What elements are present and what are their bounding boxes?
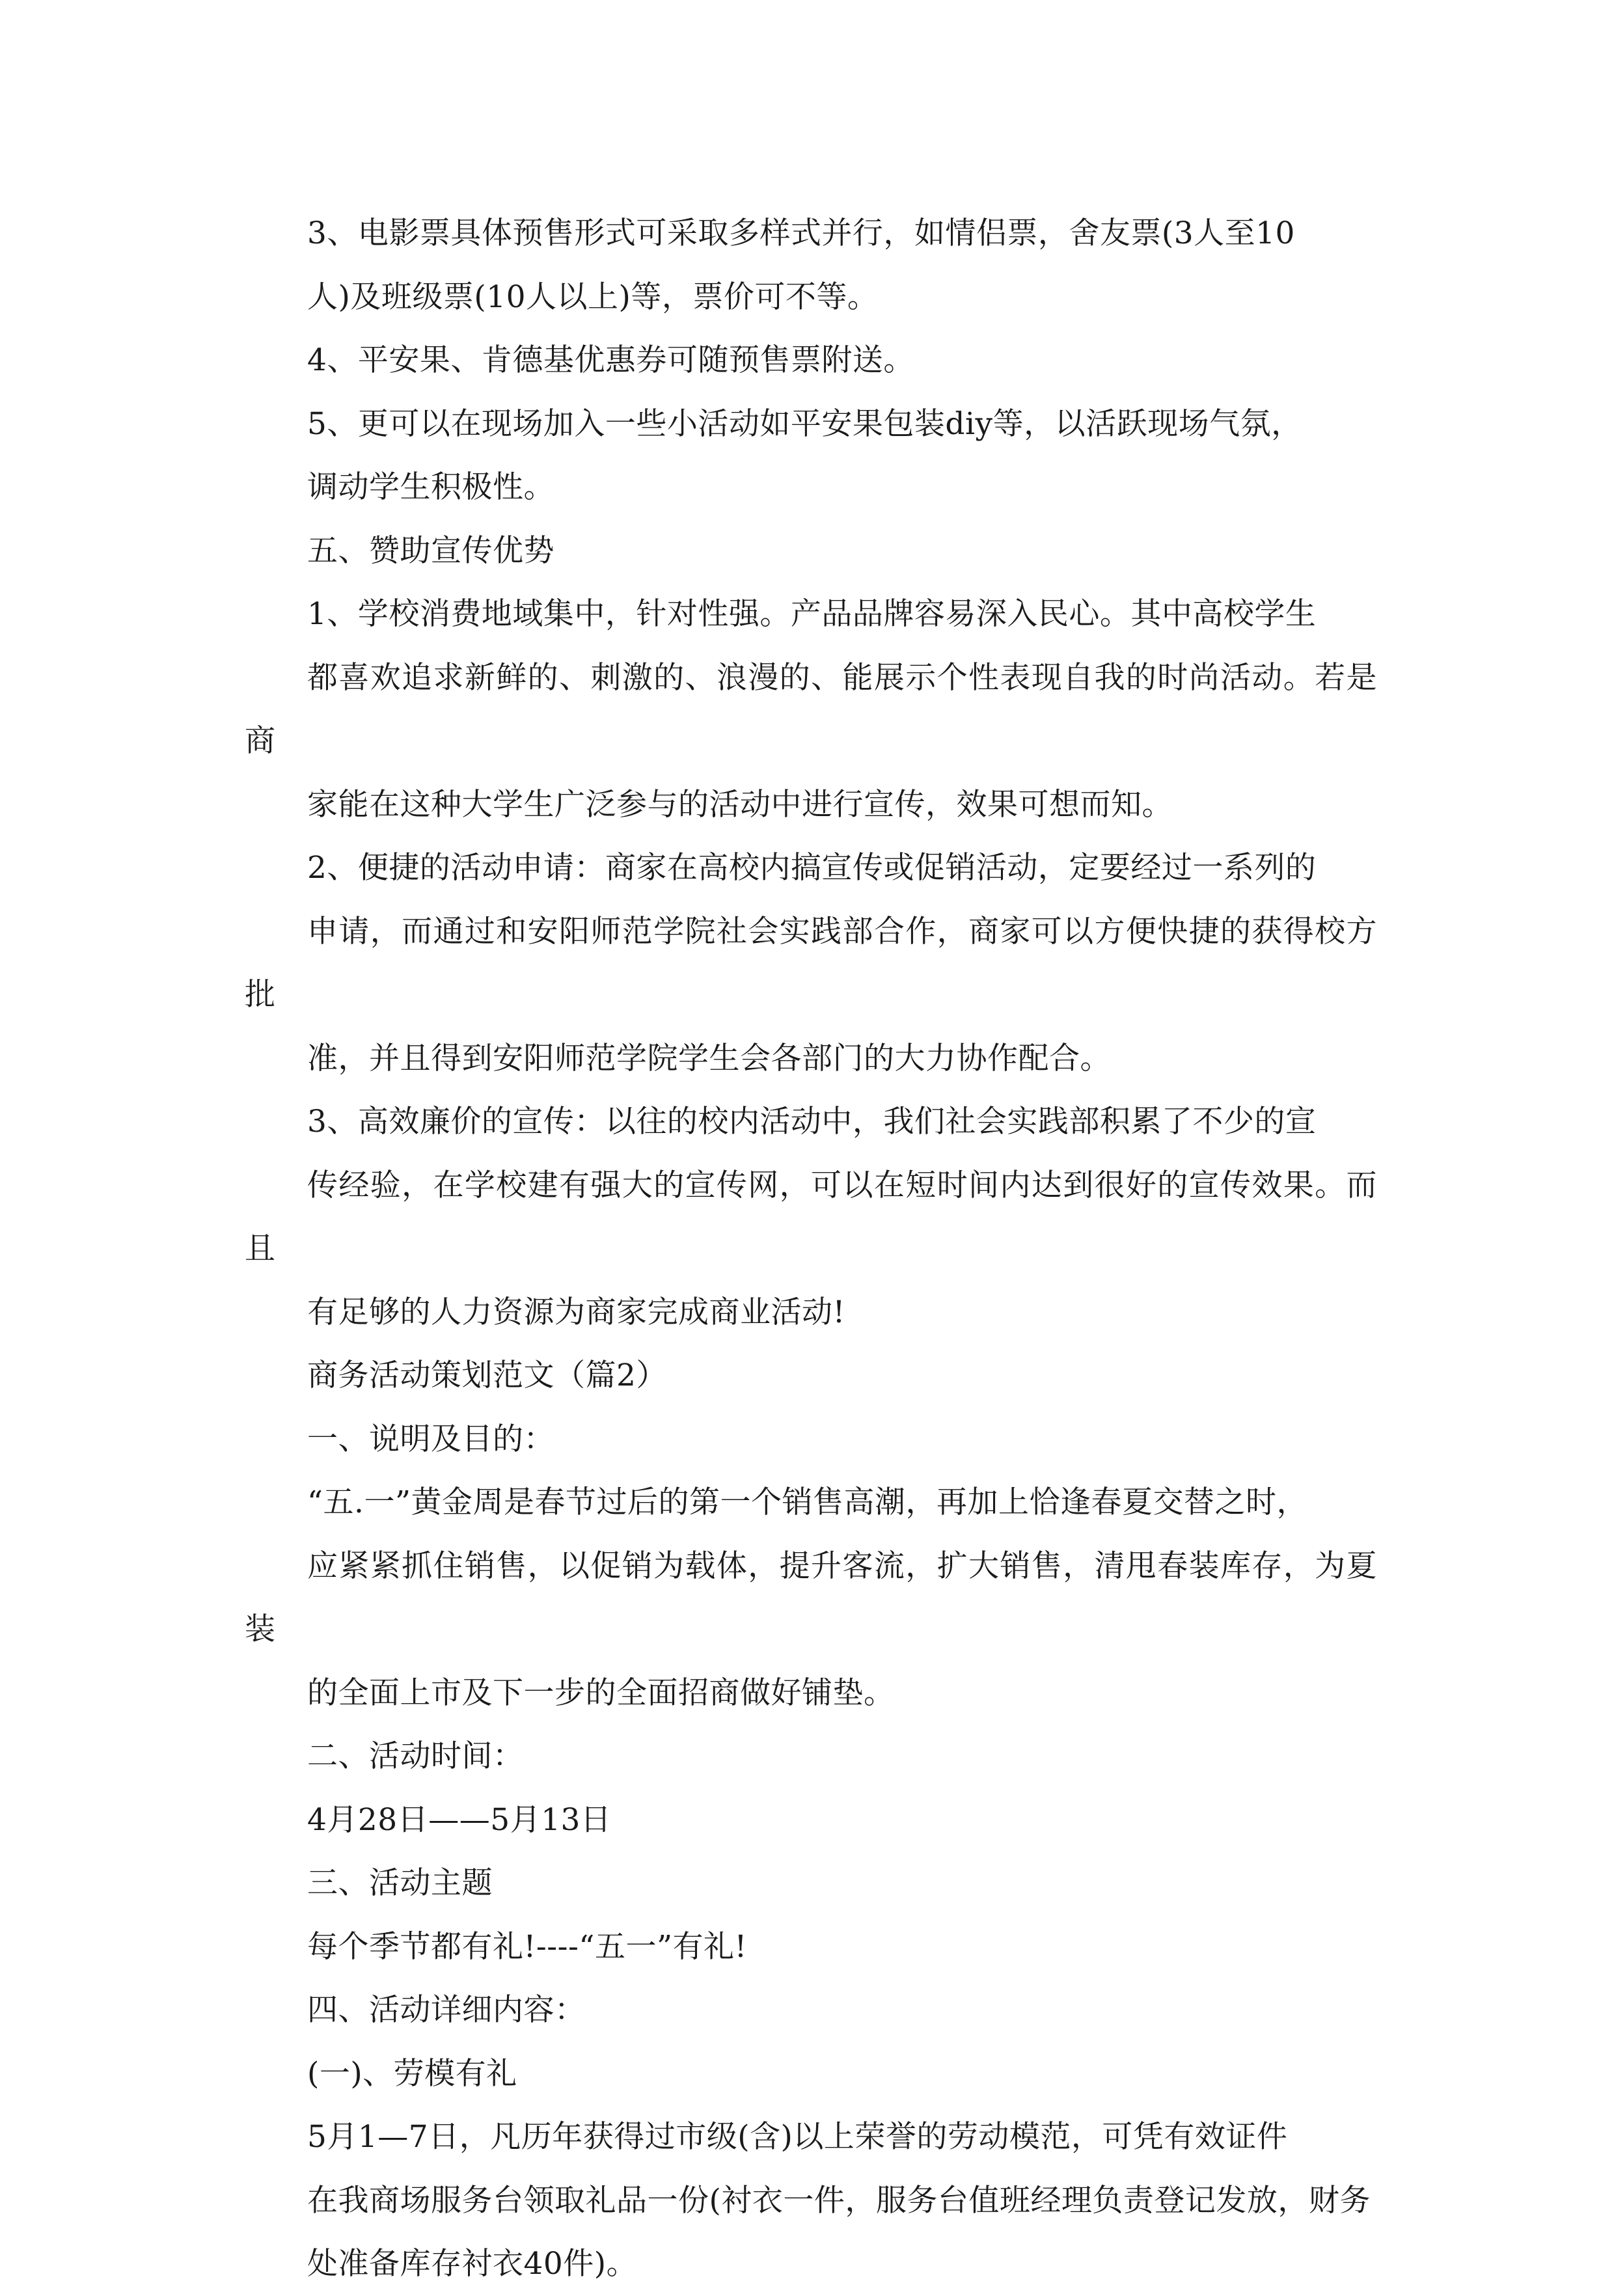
article-title-part-2 [245, 1344, 1377, 1408]
text-line: 在我商场服务台领取礼品一份(衬衣一件，服务台值班经理负责登记发放，财务 [307, 2182, 1371, 2219]
text-line: 1、学校消费地域集中，针对性强。产品品牌容易深入民心。其中高校学生 [307, 596, 1317, 632]
text-line: 应紧紧抓住销售，以促销为载体，提升客流，扩大销售，清甩春装库存，为夏装 [245, 1548, 1377, 1647]
text-line: “五.一”黄金周是春节过后的第一个销售高潮，再加上恰逢春夏交替之时， [307, 1484, 1307, 1520]
document-body [245, 202, 1377, 2296]
paragraph-purpose [245, 1471, 1377, 1725]
section-heading-activity-details [245, 1978, 1377, 2042]
text-line: 4、平安果、肯德基优惠券可随预售票附送。 [307, 342, 914, 378]
section-heading-activity-time [245, 1725, 1377, 1788]
text-line: 的全面上市及下一步的全面招商做好铺垫。 [307, 1674, 895, 1711]
paragraph-activity-theme [245, 1915, 1377, 1979]
subheading-model-worker-gift [245, 2042, 1377, 2106]
paragraph-activity-dates [245, 1788, 1377, 1852]
text-line: 每个季节都有礼!----“五一”有礼! [307, 1928, 747, 1965]
section-heading-sponsorship-advantages [245, 519, 1377, 583]
text-line: 家能在这种大学生广泛参与的活动中进行宣传，效果可想而知。 [307, 786, 1173, 823]
paragraph-advantage-2 [245, 836, 1377, 1090]
text-line: 处准备库存衬衣40件)。 [307, 2246, 638, 2282]
text-line: 2、便捷的活动申请：商家在高校内搞宣传或促销活动，定要经过一系列的 [307, 850, 1317, 886]
paragraph-model-worker-gift [245, 2105, 1377, 2296]
text-line: 4月28日——5月13日 [307, 1801, 612, 1838]
heading-text: 四、活动详细内容： [307, 1992, 586, 2028]
paragraph-advantage-3 [245, 1090, 1377, 1344]
heading-text: 三、活动主题 [307, 1865, 493, 1901]
heading-text: (一)、劳模有礼 [307, 2055, 517, 2092]
text-line: 人)及班级票(10人以上)等，票价可不等。 [307, 279, 879, 315]
text-line: 都喜欢追求新鲜的、刺激的、浪漫的、能展示个性表现自我的时尚活动。若是商 [245, 659, 1377, 759]
paragraph-ticket-presale-formats [245, 202, 1377, 329]
title-text: 商务活动策划范文（篇2） [307, 1358, 667, 1393]
paragraph-onsite-activities [245, 392, 1377, 519]
section-heading-activity-theme [245, 1852, 1377, 1915]
paragraph-advantage-1 [245, 582, 1377, 836]
heading-text: 二、活动时间： [307, 1738, 524, 1774]
heading-text: 一、说明及目的： [307, 1421, 554, 1457]
text-line: 有足够的人力资源为商家完成商业活动! [307, 1294, 845, 1330]
text-line: 5、更可以在现场加入一些小活动如平安果包装diy等，以活跃现场气氛， [307, 405, 1302, 442]
text-line: 调动学生积极性。 [307, 469, 554, 505]
text-line: 申请，而通过和安阳师范学院社会实践部合作，商家可以方便快捷的获得校方批 [245, 913, 1377, 1013]
text-line: 准，并且得到安阳师范学院学生会各部门的大力协作配合。 [307, 1040, 1111, 1076]
paragraph-coupon-bundle [245, 329, 1377, 392]
section-heading-purpose [245, 1408, 1377, 1471]
text-line: 3、高效廉价的宣传：以往的校内活动中，我们社会实践部积累了不少的宣 [307, 1104, 1317, 1140]
text-line: 5月1—7日，凡历年获得过市级(含)以上荣誉的劳动模范，可凭有效证件 [307, 2119, 1288, 2155]
text-line: 传经验，在学校建有强大的宣传网，可以在短时间内达到很好的宣传效果。而且 [245, 1167, 1377, 1266]
text-line: 3、电影票具体预售形式可采取多样式并行，如情侣票，舍友票(3人至10 [307, 215, 1295, 251]
heading-text: 五、赞助宣传优势 [307, 532, 554, 569]
